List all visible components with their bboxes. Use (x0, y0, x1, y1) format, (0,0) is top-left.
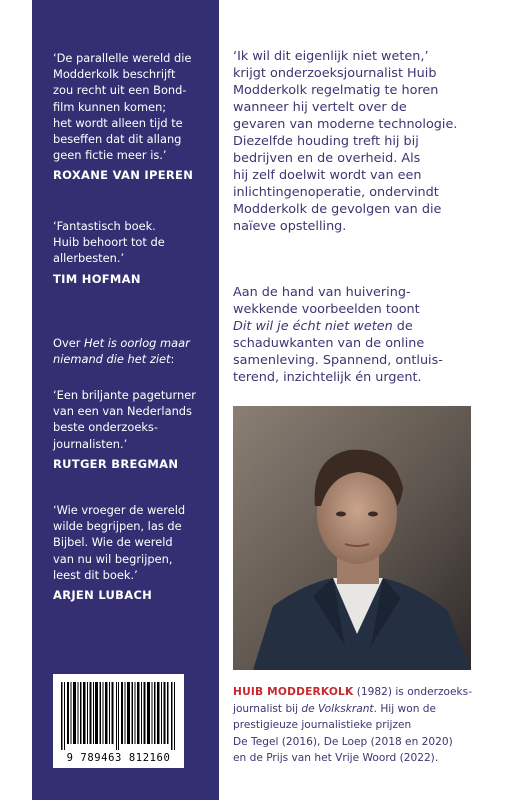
quote-text: ‘Een briljante pageturner van een van Nederlands beste onderzoeks- journalisten.’ (53, 388, 196, 451)
intro-suffix: : (170, 352, 175, 367)
bio-line-4: De Tegel (2016), De Loep (2018 en 2020) (233, 735, 453, 748)
author-bio (233, 684, 495, 767)
quote-author: ARJEN LUBACH (53, 588, 153, 603)
right-margin (494, 0, 512, 800)
para2-line-1: Aan de hand van huivering- (233, 285, 411, 300)
quote-text: ‘De parallelle wereld die Modderkolk beschrijft zou recht uit een Bond- film kunnen komen; het wordt alleen tijd te beseffen dat dit allang geen fictie meer is.’ (53, 51, 192, 163)
intro-title-1: Het is oorlog maar (84, 336, 190, 350)
intro-line (53, 335, 213, 367)
author-name: HUIB MODDERKOLK (233, 686, 354, 698)
para2-book-title: Dit wil je écht niet weten (233, 319, 393, 334)
isbn-number: 9 789463 812160 (66, 752, 171, 764)
author-photo (233, 406, 471, 670)
quote-author: TIM HOFMAN (53, 271, 141, 286)
quote-author: ROXANE VAN IPEREN (53, 168, 194, 183)
para2-line-4: schaduwkanten van de online (233, 336, 425, 351)
intro-title-2: niemand die het ziet (53, 352, 171, 367)
bio-line-1: (1982) is onderzoeks- (353, 686, 473, 698)
description-paragraph-1: ‘Ik wil dit eigenlijk niet weten,’ krijgt onderzoeksjournalist Huib Modderkolk regelmatig te horen wanneer hij vertelt over de gevaren van moderne technologie. Diezelfde houding treft hij bij bedrijven en de overheid. Als hij zelf doelwit wordt van een inlichtingenoperatie, ondervindt Modderkolk de gevolgen van die naïeve opstelling. (233, 49, 458, 234)
para2-line-5: samenleving. Spannend, ontluis- (233, 353, 443, 368)
author-portrait (233, 406, 471, 670)
quote-text: ‘Wie vroeger de wereld wilde begrijpen, las de Bijbel. Wie de wereld van nu wil begrijpen, leest dit boek.’ (53, 503, 186, 582)
quote-roxane (53, 50, 213, 182)
left-margin (0, 0, 32, 800)
barcode-bars (61, 682, 176, 750)
quote-arjen (53, 502, 213, 602)
barcode (53, 674, 184, 768)
bio-line-2-end: . Hij won de (373, 702, 437, 715)
bio-line-2-start: journalist bij (233, 702, 302, 715)
quote-author: RUTGER BREGMAN (53, 456, 179, 471)
bio-line-5: en de Prijs van het Vrije Woord (2022). (233, 752, 439, 765)
quote-rutger (53, 387, 213, 471)
quote-tim (53, 218, 213, 286)
quote-text: ‘Fantastisch boek. Huib behoort tot de allerbesten.’ (53, 219, 165, 266)
para2-line-6: terend, inzichtelijk én urgent. (233, 370, 422, 385)
bio-line-3: prestigieuze journalistieke prijzen (233, 719, 412, 732)
description-paragraph-2 (233, 284, 495, 386)
newspaper-name: de Volkskrant (301, 702, 374, 715)
para2-line-2: wekkende voorbeelden toont (233, 302, 420, 317)
intro-prefix: Over (53, 336, 85, 350)
para2-line-3-end: de (392, 319, 413, 334)
